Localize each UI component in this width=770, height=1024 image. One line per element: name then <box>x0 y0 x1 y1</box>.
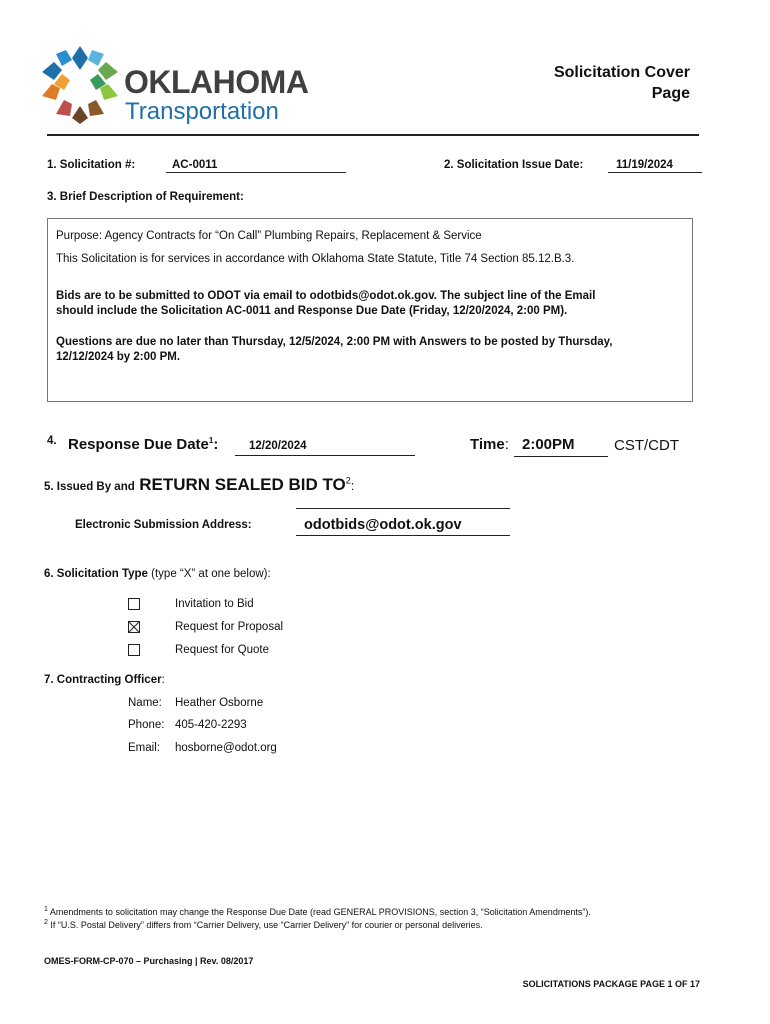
footnote-1-mark: 1 <box>44 906 48 913</box>
time-colon: : <box>504 436 509 453</box>
time-label <box>470 436 509 453</box>
oklahoma-star-logo-icon <box>40 44 120 126</box>
description-statute: This Solicitation is for services in accordance with Oklahoma State Statute, Title 74 Section 85.12.B.3. <box>56 253 575 265</box>
response-due-value: 12/20/2024 <box>235 440 415 456</box>
issue-date-label: 2. Solicitation Issue Date: <box>444 159 584 171</box>
response-due-label-text: Response Due Date <box>68 436 209 453</box>
form-id: OMES-FORM-CP-070 – Purchasing | Rev. 08/2017 <box>44 956 254 966</box>
issued-by-colon: : <box>350 478 355 493</box>
timezone-label: CST/CDT <box>614 437 679 454</box>
header-divider <box>47 134 699 136</box>
officer-name-value: Heather Osborne <box>175 697 264 709</box>
officer-name-label: Name: <box>128 697 162 709</box>
time-label-text: Time <box>470 436 505 453</box>
checkbox-request-for-quote[interactable] <box>128 644 140 656</box>
page-title-line2: Page <box>651 85 690 102</box>
checkmark-x-icon <box>129 622 139 632</box>
response-due-label <box>68 436 218 453</box>
option-invitation-to-bid: Invitation to Bid <box>175 598 254 610</box>
footnote-1 <box>44 907 591 917</box>
option-request-for-proposal: Request for Proposal <box>175 621 284 633</box>
checkbox-invitation-to-bid[interactable] <box>128 598 140 610</box>
solicitation-number-value: AC-0011 <box>166 159 346 173</box>
description-label: 3. Brief Description of Requirement: <box>47 191 244 203</box>
solicitation-number-label: 1. Solicitation #: <box>47 159 136 171</box>
contracting-officer-label <box>44 674 165 686</box>
footnote-1-text: Amendments to solicitation may change the Response Due Date (read GENERAL PROVISIONS, section 3, “Solicitation Amendments”). <box>47 907 591 917</box>
contracting-officer-label-text: 7. Contracting Officer <box>44 674 162 686</box>
solicitation-type-label-rest: (type “X” at one below): <box>147 568 271 580</box>
logo-name-line2: Transportation <box>125 98 279 125</box>
issued-by-large: RETURN SEALED BID TO <box>139 475 346 494</box>
description-questions-line1: Questions are due no later than Thursday, 12/5/2024, 2:00 PM with Answers to be posted by Thursday, <box>56 336 613 348</box>
solicitation-type-label-bold: 6. Solicitation Type <box>44 568 148 580</box>
contracting-officer-colon: : <box>161 674 165 686</box>
description-purpose: Purpose: Agency Contracts for “On Call” Plumbing Repairs, Replacement & Service <box>56 230 482 242</box>
officer-email-value[interactable]: hosborne@odot.org <box>175 742 277 754</box>
description-bids-line2: should include the Solicitation AC-0011 and Response Due Date (Friday, 12/20/2024, 2:00 PM). <box>56 305 568 317</box>
footnote-2-mark: 2 <box>44 919 48 926</box>
solicitation-type-label <box>44 568 271 580</box>
response-due-colon: : <box>213 436 219 453</box>
description-box <box>47 218 693 402</box>
footnote-ref-2: 2 <box>345 475 351 486</box>
officer-phone-value: 405-420-2293 <box>175 719 247 731</box>
issue-date-value: 11/19/2024 <box>608 159 702 173</box>
electronic-submission-value: odotbids@odot.ok.gov <box>296 517 510 536</box>
page-title <box>490 62 690 104</box>
officer-email-label: Email: <box>128 742 160 754</box>
description-questions-line2: 12/12/2024 by 2:00 PM. <box>56 351 181 363</box>
time-value: 2:00PM <box>514 436 608 457</box>
checkbox-request-for-proposal[interactable] <box>128 621 140 633</box>
issued-by-label <box>44 475 354 495</box>
return-address-line <box>296 508 510 509</box>
logo-name-line1: OKLAHOMA <box>124 64 309 100</box>
footnote-2 <box>44 920 483 930</box>
description-bids-line1: Bids are to be submitted to ODOT via email to odotbids@odot.ok.gov. The subject line of the Email <box>56 290 596 302</box>
page-number: SOLICITATIONS PACKAGE PAGE 1 OF 17 <box>522 979 700 989</box>
officer-phone-label: Phone: <box>128 719 165 731</box>
option-request-for-quote: Request for Quote <box>175 644 269 656</box>
footnote-ref-1: 1 <box>208 436 214 445</box>
footnote-2-text: If “U.S. Postal Delivery” differs from “Carrier Delivery, use “Carrier Delivery” for courier or personal deliveries. <box>47 920 483 930</box>
issued-by-small: 5. Issued By and <box>44 481 135 493</box>
electronic-submission-label: Electronic Submission Address: <box>75 519 252 531</box>
page-title-line1: Solicitation Cover <box>553 64 690 81</box>
response-due-number: 4. <box>47 435 57 447</box>
